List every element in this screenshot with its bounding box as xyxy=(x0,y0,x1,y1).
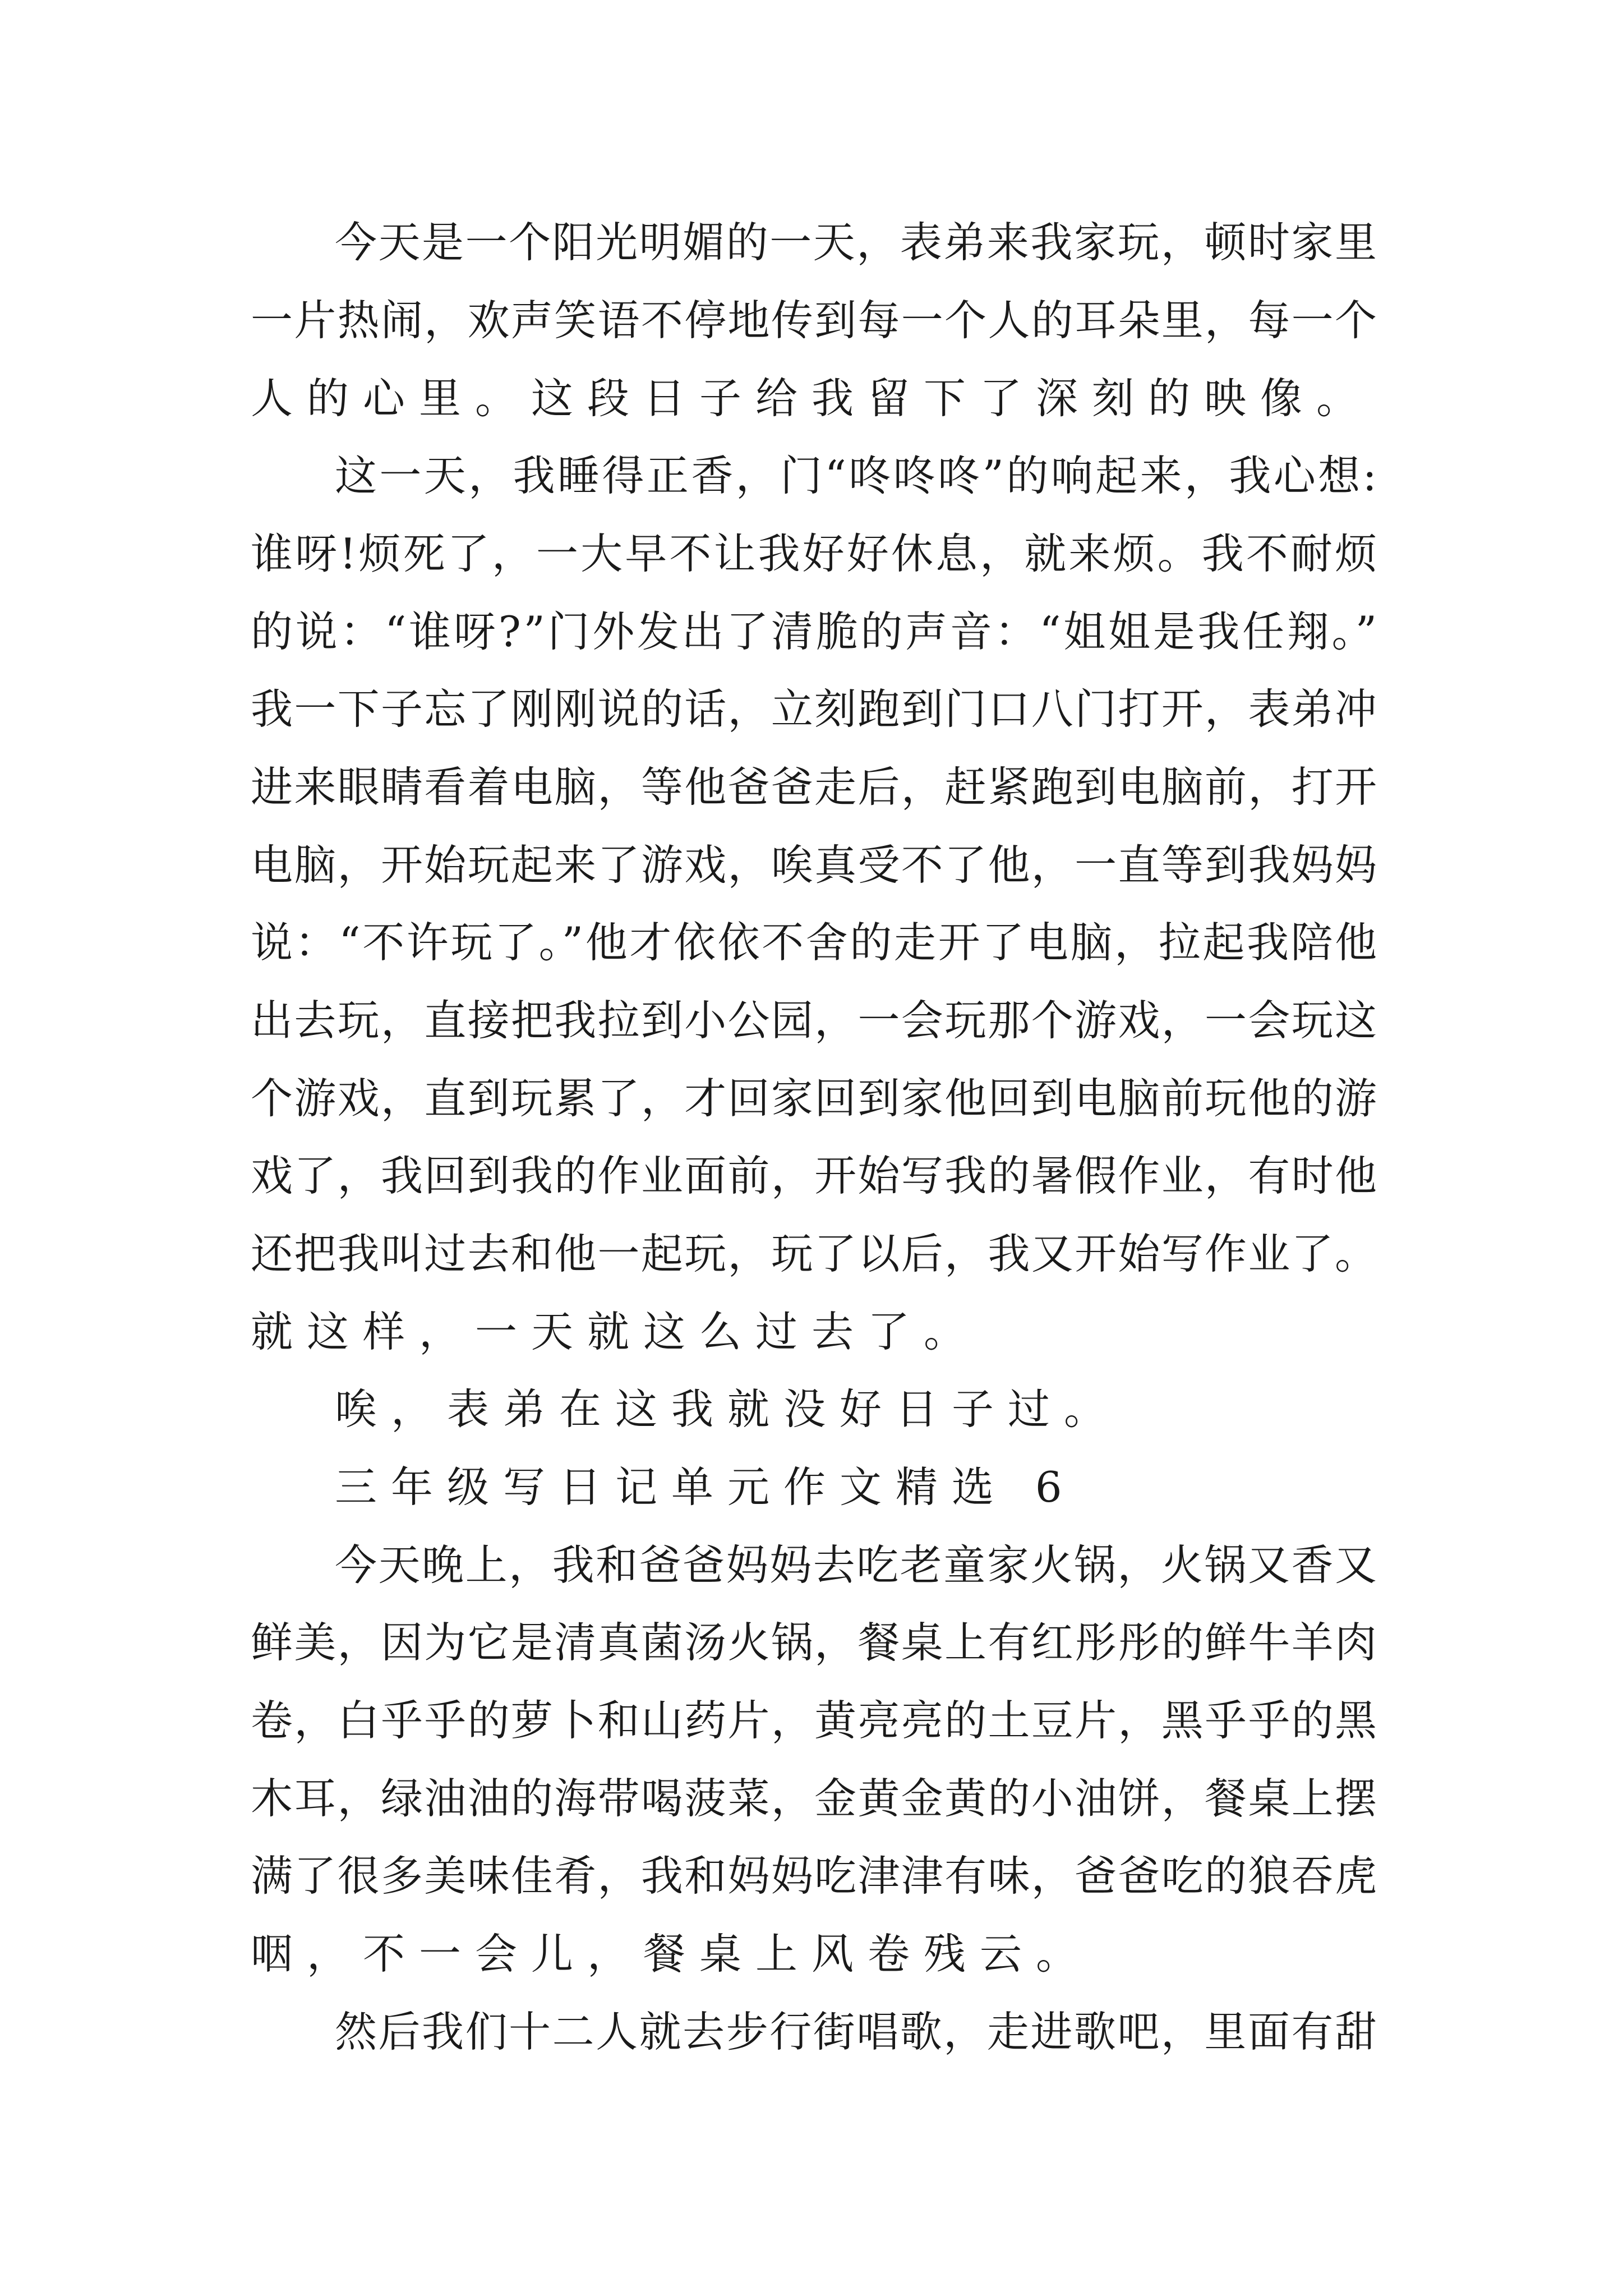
text-line: 就这样，一天就这么过去了。 xyxy=(251,1307,980,1356)
text-line: 我一下子忘了刚刚说的话，立刻跑到门口八门打开，表弟冲 xyxy=(251,684,1378,734)
text-line: 木耳，绿油油的海带喝菠菜，金黄金黄的小油饼，餐桌上摆 xyxy=(251,1774,1378,1823)
text-line: 卷，白乎乎的萝卜和山药片，黄亮亮的土豆片，黑乎乎的黑 xyxy=(251,1696,1378,1745)
text-line: 一片热闹，欢声笑语不停地传到每一个人的耳朵里，每一个 xyxy=(251,296,1378,345)
text-line: 戏了，我回到我的作业面前，开始写我的暑假作业，有时他 xyxy=(251,1151,1378,1200)
text-line: 唉，表弟在这我就没好日子过。 xyxy=(335,1384,1121,1434)
text-line: 今天晚上，我和爸爸妈妈去吃老童家火锅，火锅又香又 xyxy=(335,1540,1378,1590)
text-line: 个游戏，直到玩累了，才回家回到家他回到电脑前玩他的游 xyxy=(251,1074,1378,1123)
text-line: 鲜美，因为它是清真菌汤火锅，餐桌上有红彤彤的鲜牛羊肉 xyxy=(251,1618,1378,1667)
text-line: 说：“不许玩了。”他才依依不舍的走开了电脑，拉起我陪他 xyxy=(251,918,1379,967)
text-line: 谁呀!烦死了，一大早不让我好好休息，就来烦。我不耐烦 xyxy=(251,529,1380,578)
text-line: 进来眼睛看着电脑，等他爸爸走后，赶紧跑到电脑前，打开 xyxy=(251,762,1378,812)
text-line: 的说：“谁呀?”门外发出了清脆的声音：“姐姐是我任翔。” xyxy=(251,607,1380,656)
text-line: 今天是一个阳光明媚的一天，表弟来我家玩，顿时家里 xyxy=(335,218,1378,267)
text-line: 这一天，我睡得正香，门“咚咚咚”的响起来，我心想: xyxy=(335,451,1380,500)
section-heading: 三年级写日记单元作文精选 6 xyxy=(335,1462,1076,1512)
text-line: 人的心里。这段日子给我留下了深刻的映像。 xyxy=(251,374,1373,423)
text-line: 咽，不一会儿，餐桌上风卷残云。 xyxy=(251,1929,1092,1978)
text-line: 然后我们十二人就去步行街唱歌，走进歌吧，里面有甜 xyxy=(335,2007,1378,2056)
text-line: 出去玩，直接把我拉到小公园，一会玩那个游戏，一会玩这 xyxy=(251,996,1378,1045)
text-line: 还把我叫过去和他一起玩，玩了以后，我又开始写作业了。 xyxy=(251,1229,1378,1278)
text-line: 满了很多美味佳肴，我和妈妈吃津津有味，爸爸吃的狼吞虎 xyxy=(251,1851,1378,1901)
text-line: 电脑，开始玩起来了游戏，唉真受不了他，一直等到我妈妈 xyxy=(251,840,1378,890)
